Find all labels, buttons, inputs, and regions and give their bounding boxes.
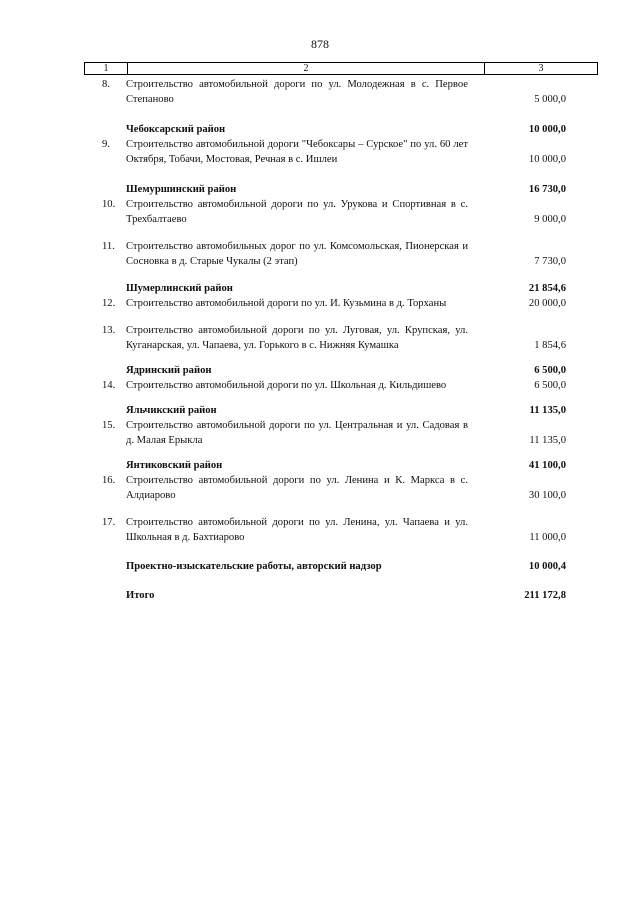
district-name: Шемуршинский район — [126, 184, 237, 195]
budget-table — [84, 62, 598, 603]
table-row — [84, 77, 598, 107]
row-description: Строительство автомобильной дороги "Чебоксары – Сурское" по ул. 60 лет Октября, Тобачи, Мостовая, Речная в с. Ишлеи — [126, 139, 468, 165]
total-label: Итого — [126, 590, 155, 601]
row-number: 17. — [102, 517, 116, 528]
table-row — [84, 378, 598, 393]
row-amount: 11 000,0 — [529, 532, 566, 543]
district-total: 10 000,0 — [528, 124, 566, 135]
table-row — [84, 418, 598, 448]
table-row — [84, 515, 598, 545]
row-description: Строительство автомобильной дороги по ул. Центральная и ул. Садовая в д. Малая Ерыкла — [126, 420, 468, 446]
table-header — [84, 62, 598, 75]
row-description: Строительство автомобильной дороги по ул. Луговая, ул. Крупская, ул. Куганарская, ул. Чапаева, ул. Горького в с. Нижняя Кумашка — [126, 325, 468, 351]
row-description: Строительство автомобильных дорог по ул. Комсомольская, Пионерская и Сосновка в д. Старые Чукалы (2 этап) — [126, 241, 468, 267]
row-number: 14. — [102, 380, 116, 391]
row-number: 11. — [102, 241, 115, 252]
district-row — [84, 403, 598, 418]
row-number: 9. — [102, 139, 110, 150]
row-number: 15. — [102, 420, 116, 431]
row-description: Строительство автомобильной дороги по ул. Урукова и Спортивная в с. Трехбалтаево — [126, 199, 468, 225]
row-amount: 30 100,0 — [528, 490, 566, 501]
district-total: 41 100,0 — [528, 460, 566, 471]
row-amount: 5 000,0 — [534, 94, 566, 105]
survey-label: Проектно-изыскательские работы, авторский надзор — [126, 561, 382, 572]
district-name: Шумерлинский район — [126, 283, 233, 294]
row-number: 12. — [102, 298, 116, 309]
row-amount: 9 000,0 — [534, 214, 566, 225]
header-col-2: 2 — [128, 63, 485, 74]
row-number: 13. — [102, 325, 116, 336]
district-row — [84, 458, 598, 473]
survey-row — [84, 559, 598, 574]
total-row — [84, 588, 598, 603]
district-name: Ядринский район — [126, 365, 212, 376]
district-total: 11 135,0 — [529, 405, 566, 416]
table-row — [84, 473, 598, 503]
table-row — [84, 137, 598, 167]
row-number: 10. — [102, 199, 116, 210]
district-row — [84, 281, 598, 296]
table-row — [84, 239, 598, 269]
district-row — [84, 122, 598, 137]
row-amount: 20 000,0 — [528, 298, 566, 309]
table-row — [84, 323, 598, 353]
row-description: Строительство автомобильной дороги по ул. Молодежная в с. Первое Степаново — [126, 79, 468, 105]
total-amount: 211 172,8 — [524, 590, 566, 601]
page-number: 878 — [311, 37, 329, 51]
table-row — [84, 197, 598, 227]
row-amount: 6 500,0 — [534, 380, 566, 391]
header-col-1: 1 — [85, 63, 128, 74]
row-number: 16. — [102, 475, 116, 486]
survey-amount: 10 000,4 — [528, 561, 566, 572]
district-row — [84, 363, 598, 378]
district-name: Чебоксарский район — [126, 124, 226, 135]
header-col-3: 3 — [538, 63, 544, 74]
row-description: Строительство автомобильной дороги по ул. И. Кузьмина в д. Торханы — [126, 298, 447, 309]
district-total: 21 854,6 — [528, 283, 566, 294]
row-amount: 10 000,0 — [528, 154, 566, 165]
district-total: 6 500,0 — [534, 365, 566, 376]
row-number: 8. — [102, 79, 110, 90]
row-amount: 7 730,0 — [534, 256, 566, 267]
district-name: Янтиковский район — [126, 460, 223, 471]
district-name: Яльчикский район — [126, 405, 217, 416]
row-description: Строительство автомобильной дороги по ул. Ленина и К. Маркса в с. Алдиарово — [126, 475, 468, 501]
district-total: 16 730,0 — [528, 184, 566, 195]
district-row — [84, 182, 598, 197]
row-amount: 1 854,6 — [534, 340, 566, 351]
row-description: Строительство автомобильной дороги по ул. Ленина, ул. Чапаева и ул. Школьная в д. Бахтиарово — [126, 517, 468, 543]
row-amount: 11 135,0 — [529, 435, 566, 446]
row-description: Строительство автомобильной дороги по ул. Школьная д. Кильдишево — [126, 380, 447, 391]
table-row — [84, 296, 598, 311]
